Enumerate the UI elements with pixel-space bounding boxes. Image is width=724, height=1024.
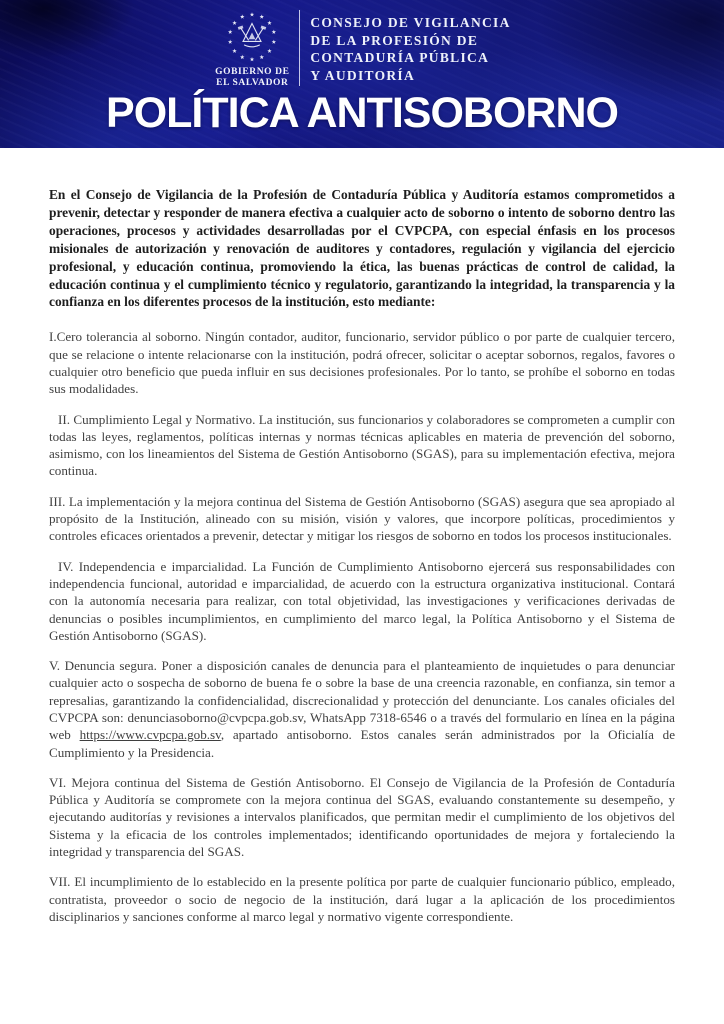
page-title: POLÍTICA ANTISOBORNO: [106, 89, 618, 137]
government-caption-line2: EL SALVADOR: [216, 77, 289, 88]
policy-item-7: VII. El incumplimiento de lo establecido en la presente política por parte de cualquier funcionario público, empleado, contratista, proveedor o socio de negocio de la institución, dará lugar a la aplicación de los procedimientos disciplinarios y sanciones conforme al marco legal y normativo vigente correspondiente.: [49, 874, 675, 924]
policy-item-5: [49, 657, 675, 761]
policy-item-3: III. La implementación y la mejora continua del Sistema de Gestión Antisoborno (SGAS) asegura que sea apropiado al propósito de la Institución, alineado con su misión, visión y valores, que incorpore políticas, procedimientos y controles eficaces orientados a prevenir, detectar y mitigar los riesgos de soborno en todos los procesos institucionales.: [49, 493, 675, 544]
intro-paragraph: En el Consejo de Vigilancia de la Profesión de Contaduría Pública y Auditoría estamos comprometidos a prevenir, detectar y responder de manera efectiva a cualquier acto de soborno o intento de soborno dentro las operaciones, procesos y actividades desarrolladas por el CVPCPA, con especial énfasis en los procesos misionales de autorización y renovación de auditores y contadores, regulación y vigilancia del ejercicio profesional, y educación continua, promoviendo la ética, las buenas prácticas de control de calidad, la educación continua y el cumplimiento técnico y regulatorio, garantizando la integridad, la transparencia y la confianza en los diferentes procesos de la institución, esto mediante:: [49, 187, 675, 310]
header-banner: [0, 0, 724, 148]
org-name: [310, 9, 510, 84]
cvpcpa-website-link[interactable]: https://www.cvpcpa.gob.sv: [79, 727, 221, 743]
institution-brand: [213, 9, 510, 88]
policy-item-5-text-before-link: V. Denuncia segura. Poner a disposición canales de denuncia para el planteamiento de inquietudes o para denunciar cualquier acto o sospecha de soborno de buena fe o sobre la base de una creencia razonable, en confianza, sin temor a represalias, garantizando la confidencialidad, discrecionalidad y protección del denunciante. Los canales oficiales del CVPCPA son: denunciasoborno@cvpcpa.gob.sv, WhatsApp 7318-6546 o a través del formulario en línea en la página web: [49, 658, 675, 743]
org-name-line3: CONTADURÍA PÚBLICA: [310, 50, 490, 65]
government-caption: [215, 67, 289, 88]
policy-item-1: I.Cero tolerancia al soborno. Ningún contador, auditor, funcionario, servidor público o por parte de cualquier tercero, que se relacione o intente relacionarse con la institución, podrá ofrecer, solicitar o aceptar sobornos, regalos, favores o cualquier otro beneficio que pueda influir en sus decisiones profesionales. Por lo tanto, se prohíbe el soborno en todas sus modalidades.: [49, 329, 675, 397]
policy-item-5-text-after-link: , apartado antisoborno. Estos canales serán administrados por la Oficialía de Cumplimiento y la Presidencia.: [49, 727, 676, 760]
policy-item-2: II. Cumplimiento Legal y Normativo. La institución, sus funcionarios y colaboradores se comprometen a cumplir con todas las leyes, reglamentos, políticas internas y normas técnicas aplicables en materia de prevención del soborno, asimismo, con los lineamientos del Sistema de Gestión Antisoborno (SGAS), para su implementación efectiva, mejora continua.: [49, 411, 675, 479]
gobierno-el-salvador-logo: [213, 9, 291, 88]
org-name-line1: CONSEJO DE VIGILANCIA: [310, 15, 511, 30]
policy-item-4: IV. Independencia e imparcialidad. La Función de Cumplimiento Antisoborno ejercerá sus responsabilidades con independencia funcional, autoridad e imparcialidad, de acuerdo con la estructura organizativa institucional. Contará con la autonomía necesaria para realizar, con total objetividad, las investigaciones y verificaciones derivadas de denuncias o posibles incumplimientos, en cumplimiento del marco legal, la Política Antisoborno y el Sistema de Gestión Antisoborno (SGAS).: [49, 558, 675, 643]
el-salvador-coat-of-arms-icon: [224, 9, 280, 65]
org-name-line2: DE LA PROFESIÓN DE: [310, 32, 479, 48]
org-name-line4: Y AUDITORÍA: [310, 67, 416, 83]
header-divider-line: [299, 10, 300, 86]
policy-item-6: VI. Mejora continua del Sistema de Gestión Antisoborno. El Consejo de Vigilancia de la Profesión de Contaduría Pública y Auditoría se compromete con la mejora continua del SGAS, evaluando constantemente su desempeño, y ejecutando auditorías y revisiones a intervalos planificados, que permitan medir el cumplimiento de los objetivos del Sistema y la eficacia de los controles implementados; identificando oportunidades de mejora y fortaleciendo la integridad y transparencia del SGAS.: [49, 774, 675, 860]
policy-document-body: [0, 148, 724, 925]
government-caption-line1: GOBIERNO DE: [215, 67, 290, 77]
